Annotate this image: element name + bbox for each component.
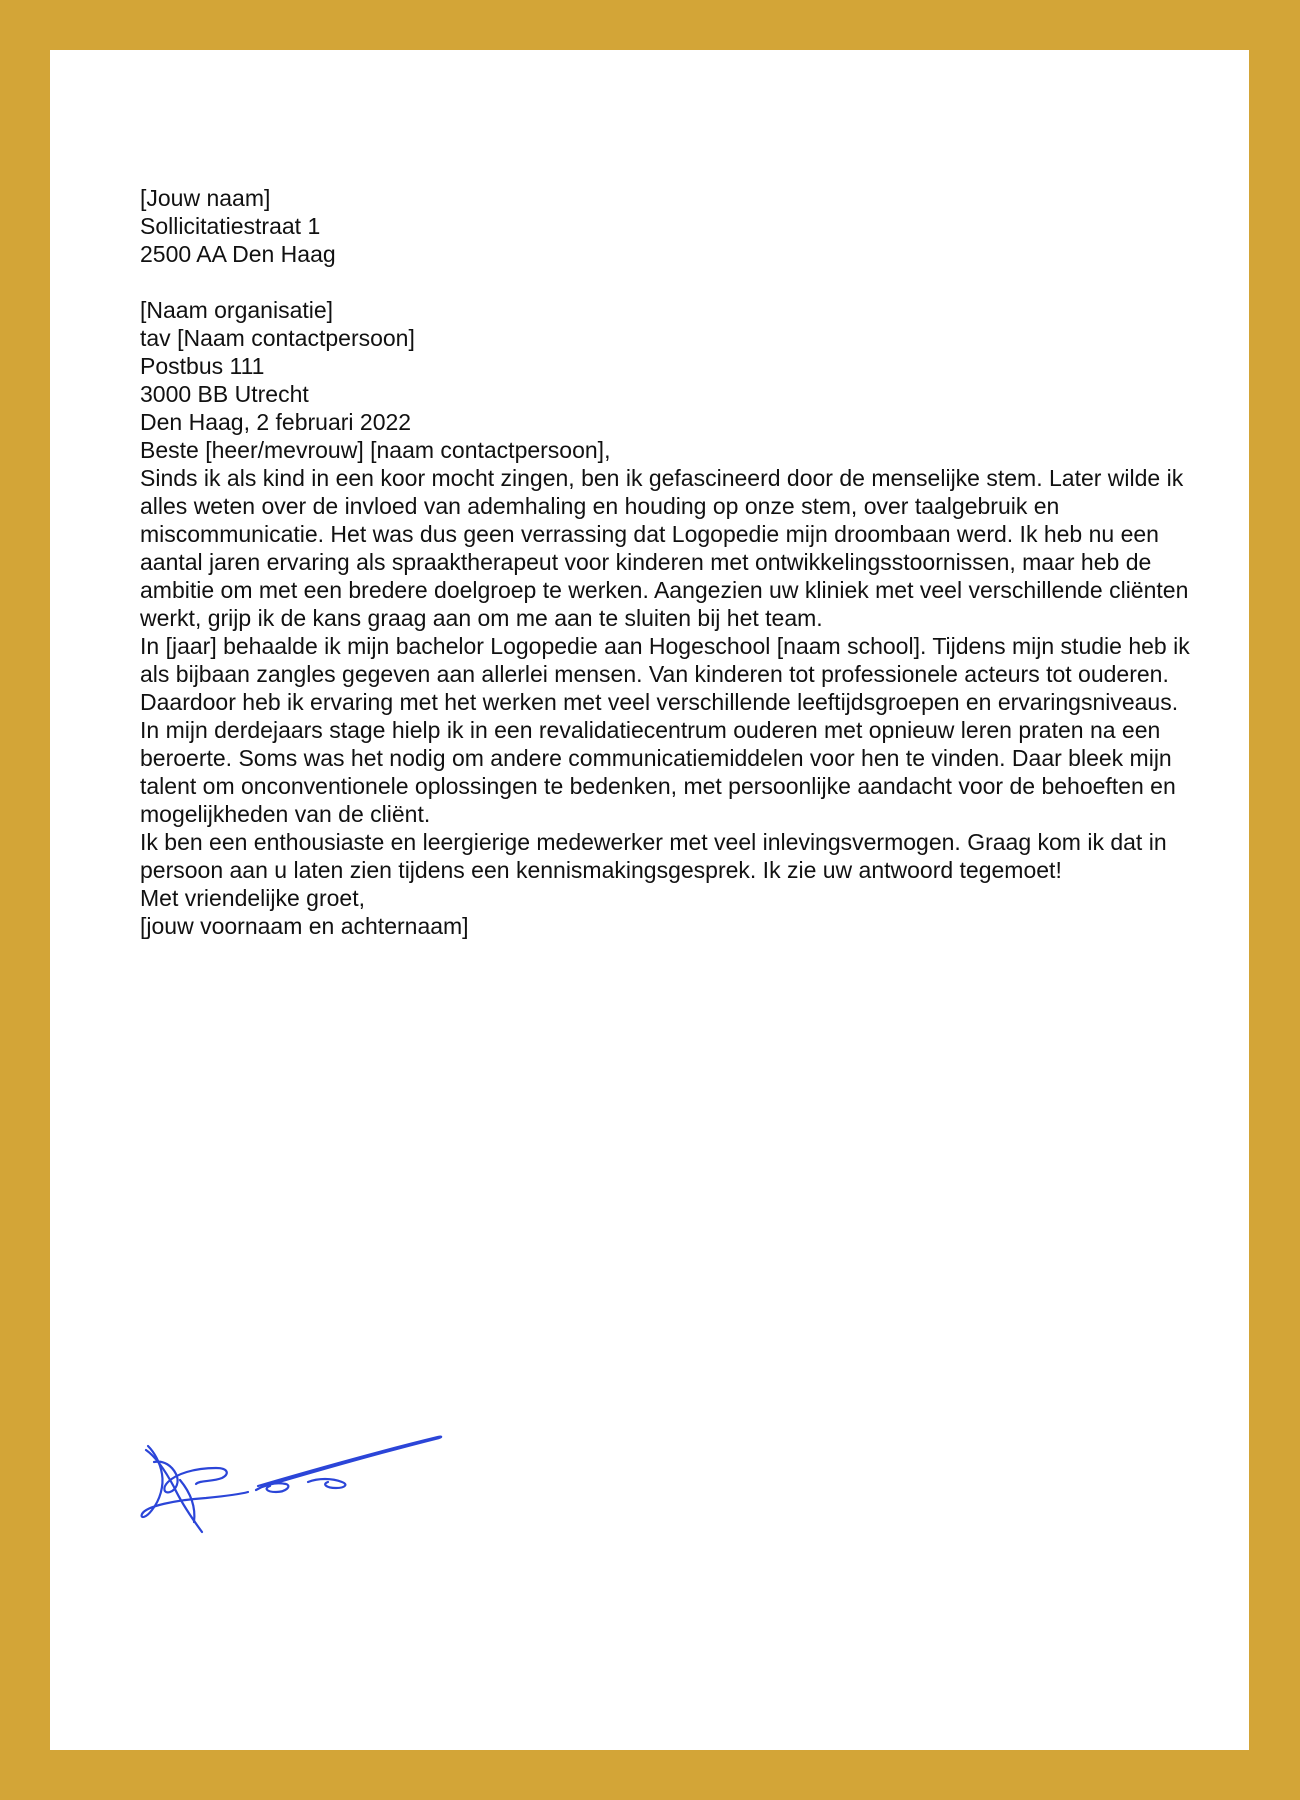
recipient-address [140,296,1210,408]
signature-stroke-tail [308,1479,345,1488]
recipient-po-box: Postbus 111 [140,353,265,379]
paragraph-internship: In mijn derdejaars stage hielp ik in een revalidatiecentrum ouderen met opnieuw leren praten na een beroerte. Soms was het nodig om andere communicatiemiddelen voor hen te vinden. Daar bleek mijn talent om onconventionele oplossingen te bedenken, met persoonlijke aandacht voor de behoeften en mogelijkheden van de cliënt. [140,717,1176,827]
signature-stroke-long [258,1437,441,1487]
paragraph-closing-statement: Ik ben een enthousiaste en leergierige medewerker met veel inlevingsvermogen. Graag kom ik dat in persoon aan u laten zien tijdens een kennismakingsgesprek. Ik zie uw antwoord tegemoet! [140,829,1167,883]
signature-stroke-left-hook [142,1446,248,1517]
closing-greeting: Met vriendelijke groet, [140,885,365,911]
recipient-attention: tav [Naam contactpersoon] [140,325,415,351]
paragraph-education: In [jaar] behaalde ik mijn bachelor Logopedie aan Hogeschool [naam school]. Tijdens mijn studie heb ik als bijbaan zangles gegeven aan allerlei mensen. Van kinderen tot professionele acteurs tot ouderen. Daardoor heb ik ervaring met het werken met veel verschillende leeftijdsgroepen en ervaringsniveaus. [140,633,1190,715]
letter-body [140,184,1210,940]
sender-address [140,184,1210,268]
paragraph-motivation: Sinds ik als kind in een koor mocht zingen, ben ik gefascineerd door de menselijke stem. Later wilde ik alles weten over de invloed van ademhaling en houding op onze stem, over taalgebruik en miscommunicatie. Het was dus geen verrassing dat Logopedie mijn droombaan werd. Ik heb nu een aantal jaren ervaring als spraaktherapeut voor kinderen met ontwikkelingsstoornissen, maar heb de ambitie om met een bredere doelgroep te werken. Aangezien uw kliniek met veel verschillende cliënten werkt, grijp ik de kans graag aan om me aan te sluiten bij het team. [140,465,1189,631]
sender-name: [Jouw naam] [140,185,271,211]
recipient-city: 3000 BB Utrecht [140,381,309,407]
handwritten-signature [136,1422,466,1542]
signature-stroke-cross [154,1462,227,1493]
recipient-organisation: [Naam organisatie] [140,297,334,323]
sender-city: 2500 AA Den Haag [140,241,336,267]
sender-street: Sollicitatiestraat 1 [140,213,321,239]
signed-name: [jouw voornaam en achternaam] [140,913,469,939]
date-line: Den Haag, 2 februari 2022 [140,409,412,435]
salutation: Beste [heer/mevrouw] [naam contactpersoon], [140,437,611,463]
